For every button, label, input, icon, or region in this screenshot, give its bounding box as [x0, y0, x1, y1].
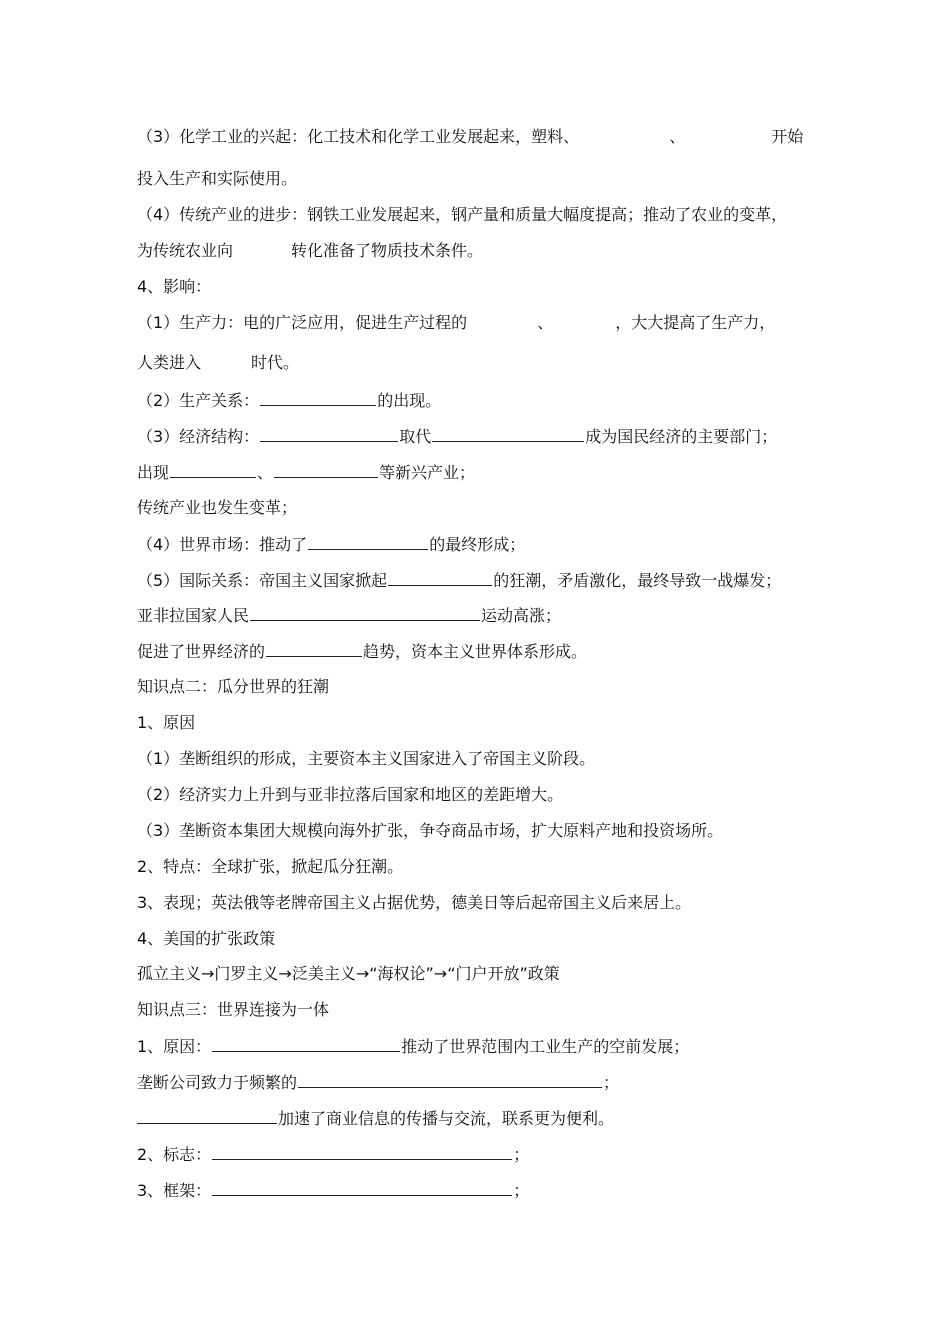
text: 1、原因：: [137, 1037, 212, 1056]
text: 成为国民经济的主要部门；: [585, 427, 778, 446]
text-line: [137, 462, 475, 483]
text: 趋势，资本主义世界体系形成。: [363, 642, 588, 661]
text: （1）生产力：电的广泛应用，促进生产过程的: [137, 313, 468, 332]
text: 转化准备了物质技术条件。: [291, 241, 484, 260]
text: ；: [513, 1145, 530, 1164]
text: ，大大提高了生产力，: [615, 313, 776, 332]
text: 、: [669, 127, 686, 146]
text-line: [137, 749, 595, 769]
text: 推动了世界范围内工业生产的空前发展；: [401, 1037, 690, 1056]
text-line: [137, 605, 561, 626]
text: 垄断公司致力于频繁的: [137, 1073, 298, 1092]
section-heading: [137, 1000, 329, 1020]
text: 、: [257, 463, 274, 482]
text-line: [137, 857, 403, 877]
text: 2、特点：全球扩张，掀起瓜分狂潮。: [137, 857, 404, 876]
traditional-industry-line: [137, 205, 787, 225]
text-line: [137, 570, 781, 591]
answer-blank[interactable]: [266, 641, 362, 657]
text-line: [137, 964, 560, 984]
text-line: [137, 169, 297, 189]
answer-blank[interactable]: [260, 426, 398, 442]
text: 出现: [137, 463, 170, 482]
text-line: [137, 426, 777, 447]
text: （3）化学工业的兴起：化工技术和化学工业发展起来，塑料、: [137, 127, 580, 146]
text-line: [137, 1036, 689, 1057]
chemical-industry-line: [137, 127, 803, 147]
text: 人类进入: [137, 353, 202, 372]
text: 等新兴产业；: [379, 463, 476, 482]
text: 、: [537, 313, 554, 332]
answer-blank[interactable]: [137, 1108, 277, 1124]
text: 的出现。: [377, 391, 442, 410]
text: 1、原因: [137, 713, 196, 732]
text: 取代: [399, 427, 432, 446]
text: （3）经济结构：: [137, 427, 260, 446]
text: 孤立主义→门罗主义→泛美主义→“海权论”→“门户开放”政策: [137, 964, 560, 983]
answer-blank[interactable]: [260, 390, 376, 406]
text: （2）生产关系：: [137, 391, 260, 410]
text: （4）传统产业的进步：钢铁工业发展起来，钢产量和质量大幅度提高；推动了农业的变革，: [137, 205, 788, 224]
text: （4）世界市场：推动了: [137, 535, 308, 554]
text: 开始: [771, 127, 804, 146]
text: ；: [513, 1181, 530, 1200]
text: 的最终形成；: [429, 535, 526, 554]
text-line: [137, 498, 297, 518]
text-line: [137, 713, 195, 733]
text: 投入生产和实际使用。: [137, 169, 298, 188]
answer-blank[interactable]: [432, 426, 584, 442]
answer-blank[interactable]: [250, 605, 480, 621]
text: 促进了世界经济的: [137, 642, 266, 661]
text-line: [137, 313, 775, 333]
answer-blank[interactable]: [298, 1072, 602, 1088]
text-line: [137, 534, 525, 555]
text: 传统产业也发生变革；: [137, 498, 298, 517]
text: （1）垄断组织的形成，主要资本主义国家进入了帝国主义阶段。: [137, 749, 596, 768]
text-line: [137, 353, 299, 373]
text: （5）国际关系：帝国主义国家掀起: [137, 571, 388, 590]
section-heading: [137, 277, 211, 297]
text: （3）垄断资本集团大规模向海外扩张，争夺商品市场，扩大原料产地和投资场所。: [137, 821, 724, 840]
text: 知识点三：世界连接为一体: [137, 1000, 330, 1019]
text-line: [137, 1180, 529, 1201]
answer-blank[interactable]: [212, 1180, 512, 1196]
section-heading: [137, 677, 329, 697]
answer-blank[interactable]: [308, 534, 428, 550]
answer-blank[interactable]: [212, 1036, 400, 1052]
text: 知识点二：瓜分世界的狂潮: [137, 677, 330, 696]
answer-blank[interactable]: [212, 1144, 512, 1160]
answer-blank[interactable]: [274, 462, 378, 478]
text-line: [137, 893, 691, 913]
text: 3、表现；英法俄等老牌帝国主义占据优势，德美日等后起帝国主义后来居上。: [137, 893, 692, 912]
answer-blank[interactable]: [388, 570, 492, 586]
text: 4、影响：: [137, 277, 212, 296]
text: 时代。: [251, 353, 300, 372]
text-line: [137, 821, 723, 841]
text-line: [137, 785, 563, 805]
text: 4、美国的扩张政策: [137, 929, 276, 948]
text: 为传统农业向: [137, 241, 234, 260]
text-line: [137, 929, 275, 949]
text: ；: [603, 1073, 620, 1092]
text-line: [137, 641, 587, 662]
text: 的狂潮，矛盾激化，最终导致一战爆发；: [493, 571, 782, 590]
text: （2）经济实力上升到与亚非拉落后国家和地区的差距增大。: [137, 785, 564, 804]
text-line: [137, 1144, 529, 1165]
text: 3、框架：: [137, 1181, 212, 1200]
text: 亚非拉国家人民: [137, 606, 250, 625]
answer-blank[interactable]: [170, 462, 256, 478]
text-line: [137, 1108, 614, 1129]
text-line: [137, 241, 483, 261]
text: 2、标志：: [137, 1145, 212, 1164]
text: 加速了商业信息的传播与交流，联系更为便利。: [278, 1109, 615, 1128]
text-line: [137, 1072, 619, 1093]
text: 运动高涨；: [481, 606, 562, 625]
text-line: [137, 390, 441, 411]
